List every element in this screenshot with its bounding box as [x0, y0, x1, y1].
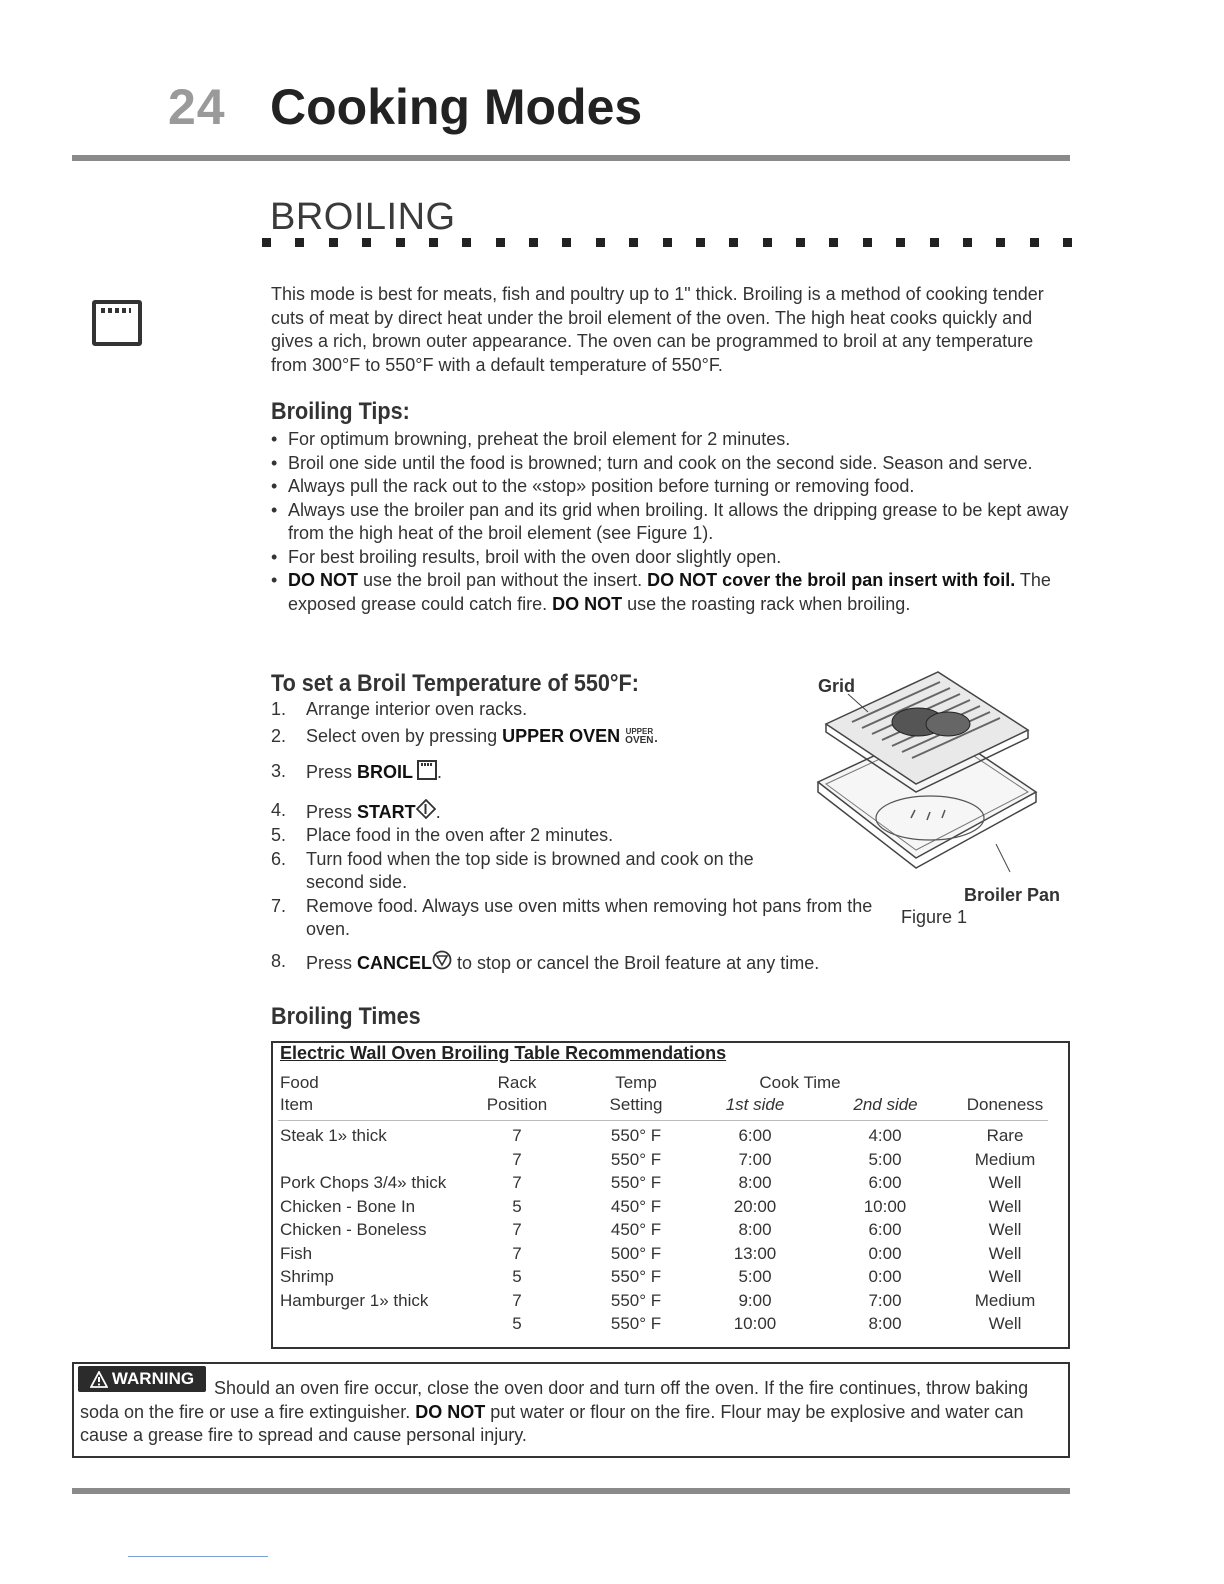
- broil-mode-icon: [92, 300, 142, 346]
- page-title: Cooking Modes: [270, 79, 643, 135]
- tip-item-warning: • DO NOT use the broil pan without the insert. DO NOT cover the broil pan insert with foil. The exposed grease could catch fire. DO NOT use the roasting rack when broiling.: [271, 569, 1071, 616]
- header-divider: [72, 155, 1070, 161]
- tip-item: • Always use the broiler pan and its grid when broiling. It allows the dripping grease to be kept away from the high heat of the broil element (see Figure 1).: [271, 499, 1071, 546]
- section-dot-divider: [262, 238, 1072, 247]
- broiler-pan-label: Broiler Pan: [964, 885, 1061, 905]
- broiling-times-heading: Broiling Times: [271, 1003, 421, 1030]
- tips-heading: Broiling Tips:: [271, 398, 410, 425]
- broil-key-icon: [417, 760, 437, 780]
- start-key-icon: [416, 799, 436, 819]
- tip-item: • For best broiling results, broil with the oven door slightly open.: [271, 546, 1071, 570]
- page-number: 24: [168, 79, 226, 135]
- step-item: 8. Press CANCEL to stop or cancel the Broil feature at any time.: [271, 950, 820, 973]
- step-item: 6. Turn food when the top side is browned and cook on the second side.: [271, 848, 754, 892]
- section-title: BROILING: [270, 196, 456, 238]
- upper-oven-key-icon: UPPER OVEN: [625, 726, 654, 746]
- footer-link-line: [128, 1556, 268, 1557]
- step-item: 5. Place food in the oven after 2 minutes.: [271, 825, 614, 845]
- step-item: 1. Arrange interior oven racks.: [271, 699, 528, 719]
- column-first-side: 6:00 7:00 8:00 20:00 8:00 13:00 5:00 9:00 10:00: [733, 1126, 777, 1333]
- figure-caption: Figure 1: [901, 907, 968, 927]
- tip-item: • For optimum browning, preheat the broil element for 2 minutes.: [271, 428, 1071, 452]
- step-item: 2. Select oven by pressing UPPER OVEN UPPER OVEN .: [271, 725, 659, 746]
- header-cook-time: Cook Time: [759, 1073, 841, 1092]
- step-item: 3. Press BROIL .: [271, 761, 443, 782]
- steps-heading: To set a Broil Temperature of 550°F:: [271, 670, 639, 697]
- warning-text: Should an oven fire occur, close the oven door and turn off the oven. If the fire continues, throw baking soda on the fire or use a fire extinguisher. DO NOT put water or flour on the fire. Flour may be explosive and water can cause a grease fire to spread and cause personal injury.: [80, 1378, 1029, 1445]
- table-title: Electric Wall Oven Broiling Table Recommendations: [280, 1043, 727, 1063]
- step-item: 7. Remove food. Always use oven mitts when removing hot pans from the oven.: [271, 895, 873, 939]
- column-rack: 7 7 7 5 7 7 5 7 5: [512, 1126, 522, 1333]
- column-temp: 550° F 550° F 550° F 450° F 450° F 500° F 550° F 550° F 550° F: [610, 1126, 662, 1333]
- cancel-key-icon: [432, 950, 452, 970]
- column-food: Steak 1» thick Pork Chops 3/4» thick Chicken - Bone In Chicken - Boneless Fish Shrimp Hamburger 1» thick: [280, 1126, 447, 1310]
- header-doneness: Doneness: [966, 1095, 1044, 1114]
- grid-label: Grid: [818, 676, 856, 696]
- footer-divider: [72, 1488, 1070, 1494]
- intro-paragraph: This mode is best for meats, fish and poultry up to 1" thick. Broiling is a method of cooking tender cuts of meat by direct heat under the broil element of the oven. The high heat cooks quickly and gives a rich, brown outer appearance. The oven can be programmed to broil at any temperature from 300°F to 550°F with a default temperature of 550°F.: [271, 284, 1044, 375]
- tip-item: • Always pull the rack out to the «stop» position before turning or removing food.: [271, 475, 1071, 499]
- table-header-divider: [278, 1120, 1048, 1121]
- warning-triangle-icon: [90, 1371, 108, 1388]
- header-rack: Rack Position: [486, 1073, 548, 1114]
- step-item: 4. Press START .: [271, 799, 441, 822]
- warning-badge: WARNING: [78, 1366, 206, 1392]
- column-second-side: 4:00 5:00 6:00 10:00 6:00 0:00 0:00 7:00 8:00: [863, 1126, 907, 1333]
- column-doneness: Rare Medium Well Well Well Well Well Medium Well: [974, 1126, 1036, 1333]
- header-food: Food Item: [280, 1073, 319, 1114]
- broiler-pan-figure: [810, 660, 1070, 920]
- tip-item: • Broil one side until the food is browned; turn and cook on the second side. Season and serve.: [271, 452, 1071, 476]
- header-second-side: 2nd side: [853, 1095, 918, 1114]
- header-first-side: 1st side: [725, 1095, 785, 1114]
- header-temp: Temp Setting: [609, 1073, 663, 1114]
- tips-list: [271, 428, 1071, 616]
